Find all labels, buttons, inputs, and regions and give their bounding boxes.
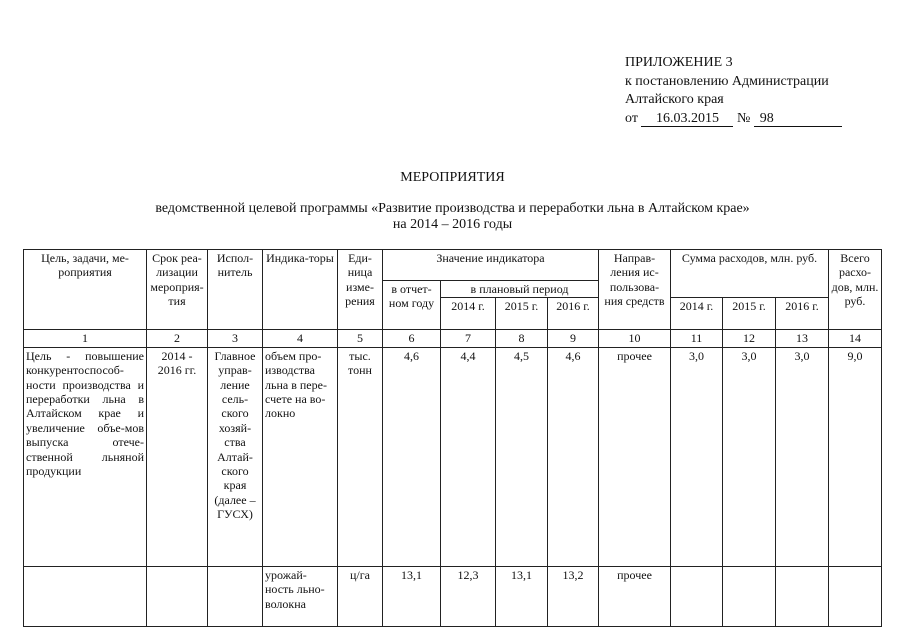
row2-indicator: урожай-ность льно-волокна bbox=[263, 566, 338, 626]
col-number: 12 bbox=[723, 330, 776, 347]
header-term: Срок реа-лизации мероприя-тия bbox=[147, 250, 208, 330]
row1-goal: Цель - повышение конкурентоспособ-ности производства и переработки льна в Алтайском крае и увеличение объе-мов выпуска отече-ственной льняной продукции bbox=[24, 347, 147, 566]
doc-subtitle-line1: ведомственной целевой программы «Развитие производства и переработки льна в Алтайском крае» bbox=[155, 201, 750, 216]
col-number: 9 bbox=[548, 330, 599, 347]
row2-expense-2016 bbox=[776, 566, 829, 626]
header-direction: Направ-ления ис-пользова-ния средств bbox=[599, 250, 671, 330]
header-reporting-year: в отчет-ном году bbox=[383, 281, 441, 330]
row2-unit: ц/га bbox=[338, 566, 383, 626]
appendix-date-line bbox=[625, 110, 842, 129]
row2-term bbox=[147, 566, 208, 626]
col-number: 14 bbox=[829, 330, 882, 347]
row2-total bbox=[829, 566, 882, 626]
col-number: 2 bbox=[147, 330, 208, 347]
header-expense-2014: 2014 г. bbox=[671, 298, 723, 330]
col-number: 1 bbox=[24, 330, 147, 347]
col-number: 8 bbox=[496, 330, 548, 347]
number-label: № bbox=[736, 110, 751, 126]
header-total: Всего расхо-дов, млн. руб. bbox=[829, 250, 882, 330]
decree-number: 98 bbox=[754, 111, 842, 127]
header-unit: Еди-ница изме-рения bbox=[338, 250, 383, 330]
column-number-row bbox=[24, 330, 882, 347]
header-goal: Цель, задачи, ме-роприятия bbox=[24, 250, 147, 330]
row1-value-2014: 4,4 bbox=[441, 347, 496, 566]
appendix-block bbox=[625, 54, 842, 128]
appendix-line2: к постановлению Администрации bbox=[625, 73, 829, 89]
header-expense-2016: 2016 г. bbox=[776, 298, 829, 330]
row2-goal bbox=[24, 566, 147, 626]
col-number: 5 bbox=[338, 330, 383, 347]
appendix-line3: Алтайского края bbox=[625, 92, 724, 107]
row1-executor: Главное управ-ление сель-ского хозяй-ства Алтай-ского края (далее – ГУСХ) bbox=[208, 347, 263, 566]
decree-date: 16.03.2015 bbox=[641, 111, 733, 127]
row1-reporting: 4,6 bbox=[383, 347, 441, 566]
col-number: 10 bbox=[599, 330, 671, 347]
from-label: от bbox=[625, 110, 638, 126]
row2-direction: прочее bbox=[599, 566, 671, 626]
row2-value-2016: 13,2 bbox=[548, 566, 599, 626]
row1-indicator: объем про-изводства льна в пере-счете на во-локно bbox=[263, 347, 338, 566]
header-row-1 bbox=[24, 250, 882, 281]
row2-value-2014: 12,3 bbox=[441, 566, 496, 626]
col-number: 3 bbox=[208, 330, 263, 347]
row1-value-2016: 4,6 bbox=[548, 347, 599, 566]
row1-term: 2014 - 2016 гг. bbox=[147, 347, 208, 566]
header-indicators: Индика-торы bbox=[263, 250, 338, 330]
col-number: 13 bbox=[776, 330, 829, 347]
header-year-2015: 2015 г. bbox=[496, 298, 548, 330]
row2-expense-2015 bbox=[723, 566, 776, 626]
doc-subtitle-line2: на 2014 – 2016 годы bbox=[392, 217, 513, 232]
col-number: 11 bbox=[671, 330, 723, 347]
row2-value-2015: 13,1 bbox=[496, 566, 548, 626]
row2-expense-2014 bbox=[671, 566, 723, 626]
header-year-2014: 2014 г. bbox=[441, 298, 496, 330]
row1-expense-2016: 3,0 bbox=[776, 347, 829, 566]
header-expense-sum: Сумма расходов, млн. руб. bbox=[671, 250, 829, 298]
row1-direction: прочее bbox=[599, 347, 671, 566]
doc-title: МЕРОПРИЯТИЯ bbox=[400, 170, 505, 185]
row1-unit: тыс. тонн bbox=[338, 347, 383, 566]
row1-total: 9,0 bbox=[829, 347, 882, 566]
col-number: 6 bbox=[383, 330, 441, 347]
header-plan-period: в плановый период bbox=[441, 281, 599, 298]
table-row bbox=[24, 347, 882, 566]
col-number: 4 bbox=[263, 330, 338, 347]
header-year-2016: 2016 г. bbox=[548, 298, 599, 330]
row2-executor bbox=[208, 566, 263, 626]
col-number: 7 bbox=[441, 330, 496, 347]
row2-reporting: 13,1 bbox=[383, 566, 441, 626]
table-row bbox=[24, 566, 882, 626]
header-expense-2015: 2015 г. bbox=[723, 298, 776, 330]
header-indicator-value: Значение индикатора bbox=[383, 250, 599, 281]
appendix-title: ПРИЛОЖЕНИЕ 3 bbox=[625, 55, 733, 70]
row1-expense-2014: 3,0 bbox=[671, 347, 723, 566]
row1-value-2015: 4,5 bbox=[496, 347, 548, 566]
header-executor: Испол-нитель bbox=[208, 250, 263, 330]
activities-table bbox=[23, 249, 882, 627]
row1-expense-2015: 3,0 bbox=[723, 347, 776, 566]
